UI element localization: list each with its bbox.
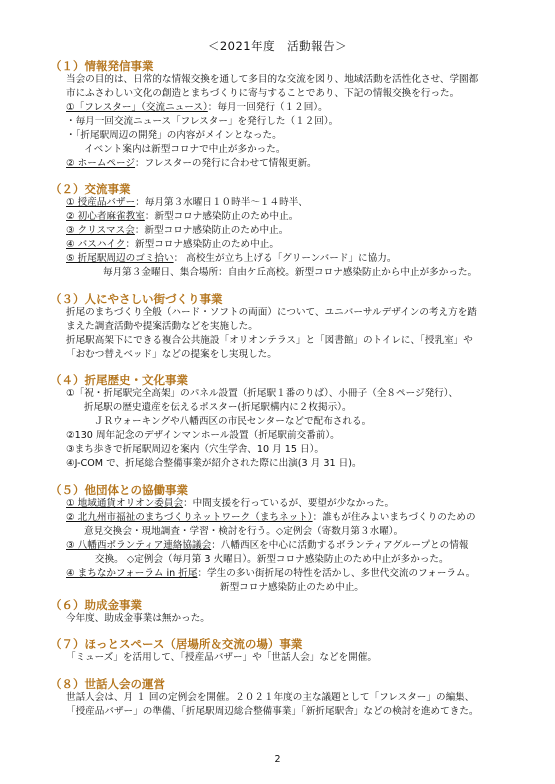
s2-line-5-text: ： 高校生が立ち上げる「グリーンバード」に協力。 <box>173 253 397 264</box>
s5-line-4 <box>66 539 468 552</box>
s4-line-6: ④J-COM で、折尾総合整備事業が紹介された際に出演(3 月 31 日)。 <box>66 458 362 469</box>
s5-line-4-text: ：八幡西区を中心に活動するボランティアグループとの情報 <box>211 540 469 551</box>
s5-line-2-text: ：誰もが住みよいまちづくりのための <box>312 512 476 523</box>
s5-line-6-label: ④ まちなかフォーラム in 折尾 <box>66 568 198 579</box>
s1-bullet-2: ・「折尾駅周辺の開発」の内容がメインとなった。 <box>66 130 282 141</box>
s4-line-4: ②130 周年記念のデザインマンホール設置（折尾駅前交番前）。 <box>66 430 340 441</box>
s3-line-4: 「おむつ替えベッド」などの提案をし実現した。 <box>66 349 277 360</box>
s5-line-1-label: ① 地域通貨オリオン委員会 <box>66 498 184 509</box>
s5-line-7: 新型コロナ感染防止のため中止。 <box>220 582 364 593</box>
s8-line-2: 「授産品バザー」の準備、「折尾駅周辺総合整備事業」「新折尾駅舎」などの検討を進めてきた。 <box>66 706 479 717</box>
s1-bullet-3: イベント案内は新型コロナで中止が多かった。 <box>84 144 286 155</box>
s3-line-3: 折尾駅高架下にできる複合公共施設「オリオンテラス」と「図書館」のトイレに、「授乳室」や <box>66 335 473 346</box>
s2-line-2-label: ② 初心者麻雀教室 <box>66 211 145 222</box>
s2-line-2-text: ：新型コロナ感染防止のため中止。 <box>144 211 299 222</box>
section-1-heading: （１）情報発信事業 <box>50 59 154 73</box>
page-number: 2 <box>274 754 281 765</box>
s2-line-4-label: ④ バスハイク <box>66 239 126 250</box>
s4-line-5: ③まち歩きで折尾駅周辺を案内（穴生学舎、10 月 15 日）。 <box>66 444 325 455</box>
section-4-heading: （４）折尾歴史・文化事業 <box>50 373 188 387</box>
s5-line-6 <box>66 567 475 580</box>
s1-item-2-label: ② ホームページ <box>66 158 136 169</box>
s5-line-6-text: ：学生の多い街折尾の特性を活かし、多世代交流のフォーラム。 <box>197 568 476 579</box>
s2-line-3-label: ③ クリスマス会 <box>66 225 135 236</box>
s1-bullet-1: ・毎月一回交流ニュース「フレスター」を発行した（１２回）。 <box>66 116 339 127</box>
s2-line-3 <box>66 224 288 237</box>
s2-line-3-text: ：新型コロナ感染防止のため中止。 <box>134 225 289 236</box>
s5-line-4-label: ③ 八幡西ボランティア連絡協議会 <box>66 540 212 551</box>
s2-line-6: 毎月第３金曜日、集合場所：自由ケ丘高校。新型コロナ感染防止から中止が多かった。 <box>103 267 478 278</box>
s2-line-5-label: ⑤ 折尾駅周辺のゴミ拾い <box>66 253 174 264</box>
s4-line-3: ＪＲウォーキングや八幡西区の市民センターなどで配布される。 <box>94 416 372 427</box>
s1-item-2-text: ：フレスターの発行に合わせて情報更新。 <box>135 158 317 169</box>
s1-intro-line-1: 当会の目的は、日常的な情報交換を通して多目的な交流を図り、地域活動を活性化させ、学園都 <box>66 74 479 85</box>
section-2-heading: （２）交流事業 <box>50 182 131 196</box>
s2-line-4-text: ：新型コロナ感染防止のため中止。 <box>125 239 279 250</box>
s5-line-2 <box>66 511 476 524</box>
s1-intro-line-2: 市にふさわしい文化の創造とまちづくりに寄与することであり、下記の情報交換を行った。 <box>66 88 460 99</box>
s2-line-1-label: ① 授産品バザー <box>66 197 136 208</box>
section-5-heading: （５）他団体との協働事業 <box>50 483 188 497</box>
s2-line-1-text: ：毎月第３水曜日１０時半～１４時半、 <box>135 197 308 208</box>
s5-line-2-label: ② 北九州市福祉のまちづくりネットワーク（まちネット） <box>66 512 313 523</box>
section-6-heading: （６）助成金事業 <box>50 598 142 612</box>
s2-line-1 <box>66 196 308 209</box>
s1-item-1-text: ：毎月一回発行（１２回）。 <box>207 102 328 113</box>
s6-line-1: 今年度、助成金事業は無かった。 <box>66 613 210 624</box>
section-3-heading: （３）人にやさしい街づくり事業 <box>50 292 223 306</box>
s3-line-2: まえた調査活動や提案活動などを実施した。 <box>66 321 258 332</box>
s5-line-1-text: ：中間支援を行っているが、要望が少なかった。 <box>183 498 395 509</box>
section-7-heading: （７）ほっとスペース（居場所＆交流の場）事業 <box>50 637 303 651</box>
s7-line-1: 「ミューズ」を活用して、「授産品バザー」や「世話人会」などを開催。 <box>66 652 377 663</box>
page-title: ＜2021年度 活動報告＞ <box>207 39 348 53</box>
s4-line-1: ①「祝・折尾駅完全高架」のパネル設置（折尾駅１番のりば）、小冊子（全８ページ発行）、 <box>66 388 459 399</box>
s5-line-3: 意見交換会・現地調査・学習・検討を行う。◇定例会（寄数月第３水曜）。 <box>84 526 404 537</box>
s8-line-1: 世話人会は、月 １ 回の定例会を開催。２０２１年度の主な議題として「フレスター」の編集、 <box>66 692 475 703</box>
s4-line-2: 折尾駅の歴史遺産を伝えるポスター(折尾駅構内に２枚掲示）。 <box>84 402 352 413</box>
s2-line-4 <box>66 238 279 251</box>
section-8-heading: （８）世話人会の運営 <box>50 677 165 691</box>
s2-line-2 <box>66 210 298 223</box>
s1-item-1 <box>66 101 328 114</box>
s5-line-5: 交換。 ◇定例会（毎月第 3 火曜日）。新型コロナ感染防止のため中止が多かった。 <box>95 554 449 565</box>
s1-item-1-label: ①「フレスター」（交流ニュース） <box>66 102 208 113</box>
s1-item-2 <box>66 157 317 170</box>
s3-line-1: 折尾のまちづくり全般（ハード・ソフトの両面）について、ユニバーサルデザインの考え方を踏 <box>66 307 477 318</box>
s5-line-1 <box>66 497 394 510</box>
s2-line-5 <box>66 252 396 265</box>
